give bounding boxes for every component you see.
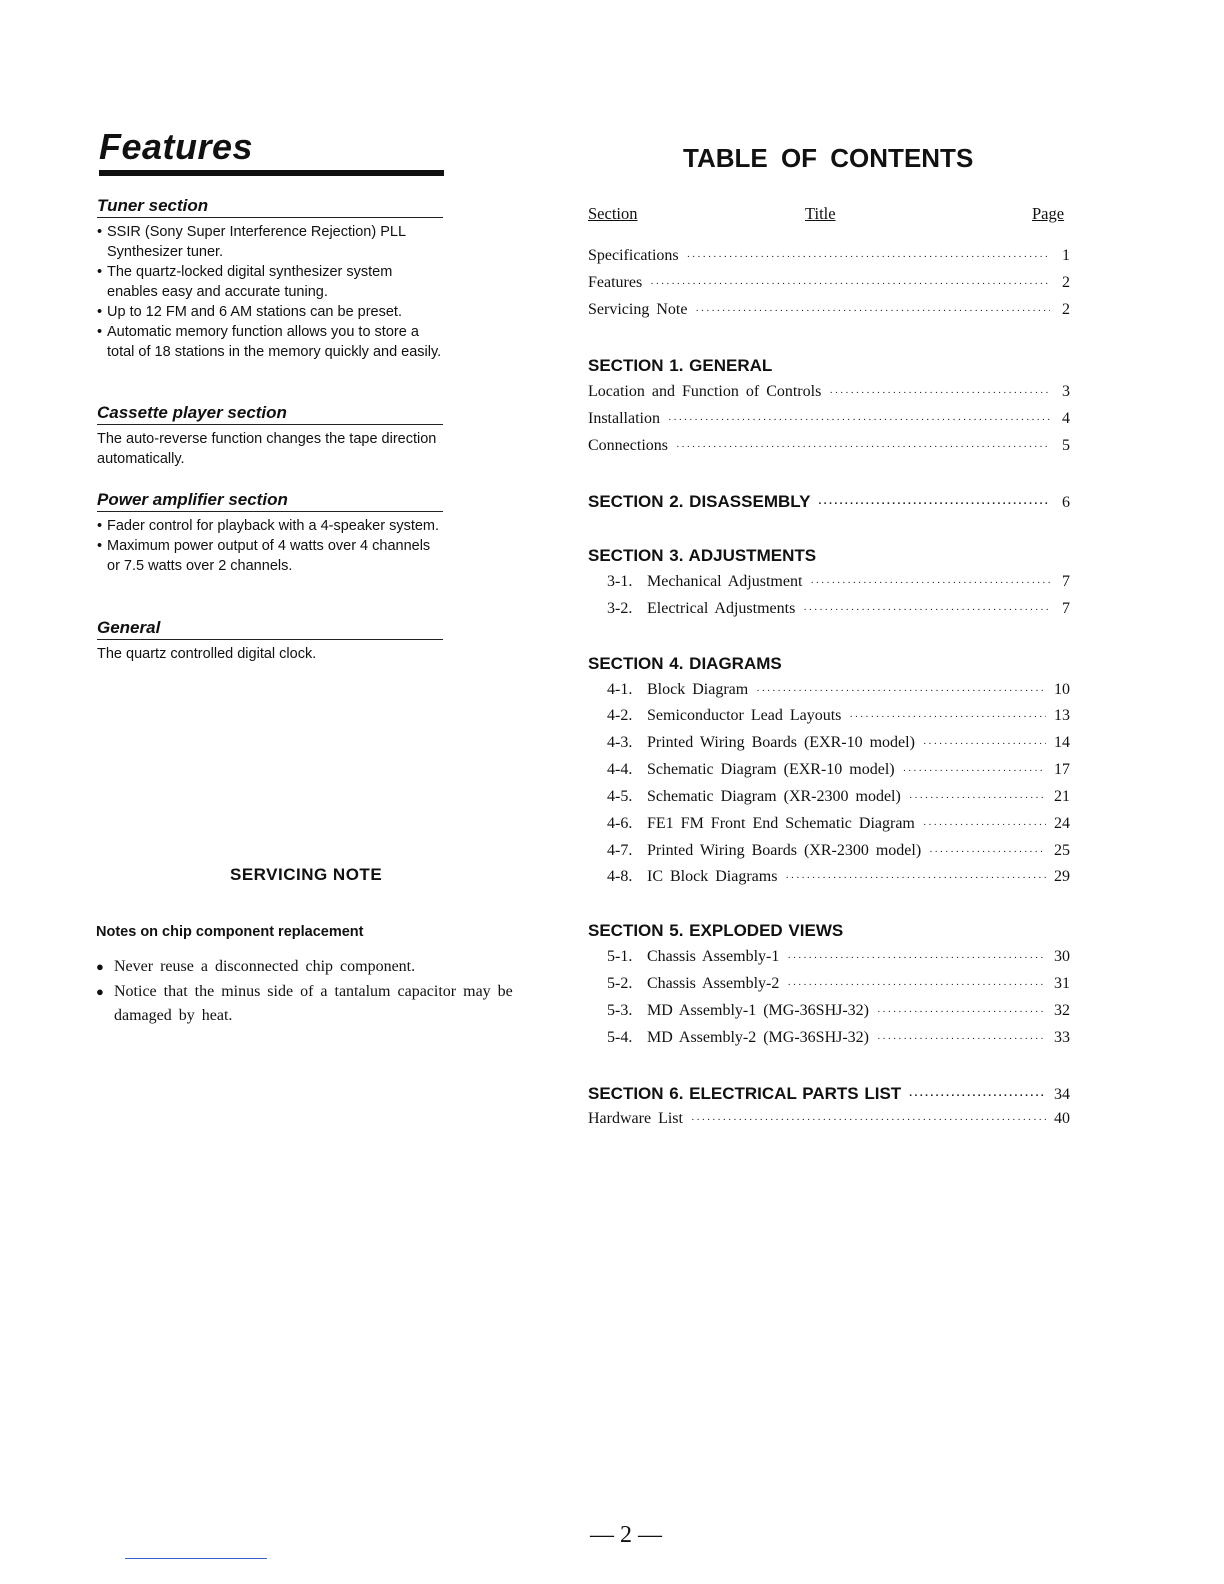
page-ref: 31 bbox=[1054, 975, 1070, 992]
bullet-icon: ● bbox=[96, 959, 104, 974]
servicing-note-title: SERVICING NOTE bbox=[230, 865, 383, 884]
toc-entry[interactable]: 4-1. Block Diagram ····· 10 bbox=[607, 681, 1070, 703]
page-ref: 3 bbox=[1062, 383, 1070, 400]
bullet-icon: • bbox=[97, 304, 103, 320]
toc-section-entry[interactable]: SECTION 6. ELECTRICAL PARTS LIST ····· 34 bbox=[588, 1084, 1070, 1106]
page-number: — 2 — bbox=[590, 1522, 662, 1548]
dot-leader bbox=[877, 1006, 1046, 1018]
general-section bbox=[97, 618, 443, 664]
page-ref: 29 bbox=[1054, 868, 1070, 885]
feature-list bbox=[97, 222, 443, 362]
notes-heading: Notes on chip component replacement bbox=[96, 924, 364, 940]
toc-section-heading: SECTION 1. GENERAL bbox=[588, 356, 773, 375]
page-ref: 17 bbox=[1054, 761, 1070, 778]
dot-leader bbox=[650, 278, 1050, 290]
bullet-icon: • bbox=[97, 224, 103, 240]
bullet-icon: • bbox=[97, 264, 103, 280]
page-ref: 1 bbox=[1062, 247, 1070, 264]
dot-leader bbox=[785, 872, 1046, 884]
page-ref: 32 bbox=[1054, 1002, 1070, 1019]
section-heading: Power amplifier section bbox=[97, 490, 443, 512]
page-ref: 34 bbox=[1054, 1086, 1070, 1103]
toc-col-section: Section bbox=[588, 204, 638, 223]
dot-leader bbox=[923, 738, 1046, 750]
page-ref: 2 bbox=[1062, 274, 1070, 291]
toc-entry[interactable]: Connections ····· 5 bbox=[588, 437, 1070, 459]
list-item: • Fader control for playback with a 4-speaker system. bbox=[97, 518, 440, 534]
toc-entry[interactable]: Specifications ····· 1 bbox=[588, 247, 1070, 269]
list-item: • Up to 12 FM and 6 AM stations can be preset. bbox=[97, 304, 402, 320]
toc-entry[interactable]: Features ····· 2 bbox=[588, 274, 1070, 296]
page-ref: 7 bbox=[1062, 573, 1070, 590]
feature-list bbox=[97, 516, 443, 576]
toc-title: TABLE OF CONTENTS bbox=[683, 143, 974, 173]
notes-list bbox=[96, 955, 536, 1029]
dot-leader bbox=[903, 765, 1046, 777]
page-ref: 13 bbox=[1054, 707, 1070, 724]
section-heading: Tuner section bbox=[97, 196, 443, 218]
dot-leader bbox=[909, 792, 1046, 804]
bullet-icon: ● bbox=[96, 983, 104, 999]
section-heading: Cassette player section bbox=[97, 403, 443, 425]
dot-leader bbox=[756, 685, 1046, 697]
dot-leader bbox=[787, 979, 1046, 991]
toc-entry[interactable]: Installation ····· 4 bbox=[588, 410, 1070, 432]
section-text: The auto-reverse function changes the tape direction automatically. bbox=[97, 431, 437, 467]
toc-entry[interactable]: 4-4. Schematic Diagram (EXR-10 model) ····· 17 bbox=[607, 761, 1070, 783]
toc-entry[interactable]: 5-3. MD Assembly-1 (MG-36SHJ-32) ····· 32 bbox=[607, 1002, 1070, 1024]
dot-leader bbox=[849, 711, 1046, 723]
page-ref: 33 bbox=[1054, 1029, 1070, 1046]
list-item: ● Never reuse a disconnected chip component. bbox=[96, 955, 536, 980]
toc-col-title: Title bbox=[805, 204, 836, 223]
list-item: • The quartz-locked digital synthesizer system enables easy and accurate tuning. bbox=[97, 264, 393, 300]
page-ref: 10 bbox=[1054, 681, 1070, 698]
bullet-icon: • bbox=[97, 538, 103, 554]
section-text: The quartz controlled digital clock. bbox=[97, 646, 317, 662]
toc-entry[interactable]: Location and Function of Controls ····· 3 bbox=[588, 383, 1070, 405]
page-ref: 30 bbox=[1054, 948, 1070, 965]
page-ref: 6 bbox=[1062, 494, 1070, 511]
toc-section-heading: SECTION 5. EXPLODED VIEWS bbox=[588, 921, 844, 940]
section-heading: General bbox=[97, 618, 443, 640]
toc-section-heading: SECTION 3. ADJUSTMENTS bbox=[588, 546, 817, 565]
toc-col-page: Page bbox=[1032, 204, 1065, 223]
dot-leader bbox=[810, 577, 1050, 589]
toc-entry[interactable]: 5-4. MD Assembly-2 (MG-36SHJ-32) ····· 33 bbox=[607, 1029, 1070, 1051]
dot-leader bbox=[803, 604, 1050, 616]
title-rule bbox=[99, 170, 444, 176]
list-item: • Automatic memory function allows you to store a total of 18 stations in the memory quickly and easily. bbox=[97, 324, 442, 360]
dot-leader bbox=[929, 846, 1046, 858]
toc-entry[interactable]: 5-2. Chassis Assembly-2 ····· 31 bbox=[607, 975, 1070, 997]
page-ref: 14 bbox=[1054, 734, 1070, 751]
dot-leader bbox=[877, 1033, 1046, 1045]
dot-leader bbox=[676, 441, 1050, 453]
dot-leader bbox=[818, 498, 1050, 510]
toc-entry[interactable]: 4-7. Printed Wiring Boards (XR-2300 model) ····· 25 bbox=[607, 842, 1070, 864]
page-ref: 40 bbox=[1054, 1110, 1070, 1127]
toc-entry[interactable]: 4-8. IC Block Diagrams ····· 29 bbox=[607, 868, 1070, 890]
toc-section-entry[interactable]: SECTION 2. DISASSEMBLY ····· 6 bbox=[588, 492, 1070, 514]
toc-entry[interactable]: Hardware List ····· 40 bbox=[588, 1110, 1070, 1132]
dot-leader bbox=[668, 414, 1050, 426]
toc-entry[interactable]: 4-2. Semiconductor Lead Layouts ····· 13 bbox=[607, 707, 1070, 729]
page-ref: 25 bbox=[1054, 842, 1070, 859]
bullet-icon: • bbox=[97, 518, 103, 534]
bottom-rule bbox=[125, 1558, 267, 1559]
page-ref: 5 bbox=[1062, 437, 1070, 454]
list-item: • Maximum power output of 4 watts over 4 channels or 7.5 watts over 2 channels. bbox=[97, 538, 431, 574]
page-ref: 4 bbox=[1062, 410, 1070, 427]
page-ref: 7 bbox=[1062, 600, 1070, 617]
toc-section-heading: SECTION 4. DIAGRAMS bbox=[588, 654, 782, 673]
dot-leader bbox=[695, 305, 1050, 317]
toc-entry[interactable]: 4-6. FE1 FM Front End Schematic Diagram ····· 24 bbox=[607, 815, 1070, 837]
dot-leader bbox=[787, 952, 1046, 964]
toc-entry[interactable]: 4-5. Schematic Diagram (XR-2300 model) ····· 21 bbox=[607, 788, 1070, 810]
cassette-section bbox=[97, 403, 443, 469]
dot-leader bbox=[923, 819, 1046, 831]
tuner-section bbox=[97, 196, 443, 362]
page-ref: 24 bbox=[1054, 815, 1070, 832]
amplifier-section bbox=[97, 490, 443, 576]
dot-leader bbox=[909, 1090, 1046, 1102]
dot-leader bbox=[691, 1114, 1046, 1126]
page-ref: 2 bbox=[1062, 301, 1070, 318]
toc-entry[interactable]: 5-1. Chassis Assembly-1 ····· 30 bbox=[607, 948, 1070, 970]
toc-entry[interactable]: 3-1. Mechanical Adjustment ····· 7 bbox=[607, 573, 1070, 595]
dot-leader bbox=[687, 251, 1050, 263]
toc-entry[interactable]: 4-3. Printed Wiring Boards (EXR-10 model) ····· 14 bbox=[607, 734, 1070, 756]
list-item: • SSIR (Sony Super Interference Rejection) PLL Synthesizer tuner. bbox=[97, 224, 406, 260]
dot-leader bbox=[829, 387, 1050, 399]
page-ref: 21 bbox=[1054, 788, 1070, 805]
bullet-icon: • bbox=[97, 324, 103, 340]
toc-entry[interactable]: Servicing Note ····· 2 bbox=[588, 301, 1070, 323]
toc-entry[interactable]: 3-2. Electrical Adjustments ····· 7 bbox=[607, 600, 1070, 622]
list-item: ● Notice that the minus side of a tantalum capacitor may be damaged by heat. bbox=[96, 980, 536, 1029]
features-title: Features bbox=[99, 126, 254, 167]
